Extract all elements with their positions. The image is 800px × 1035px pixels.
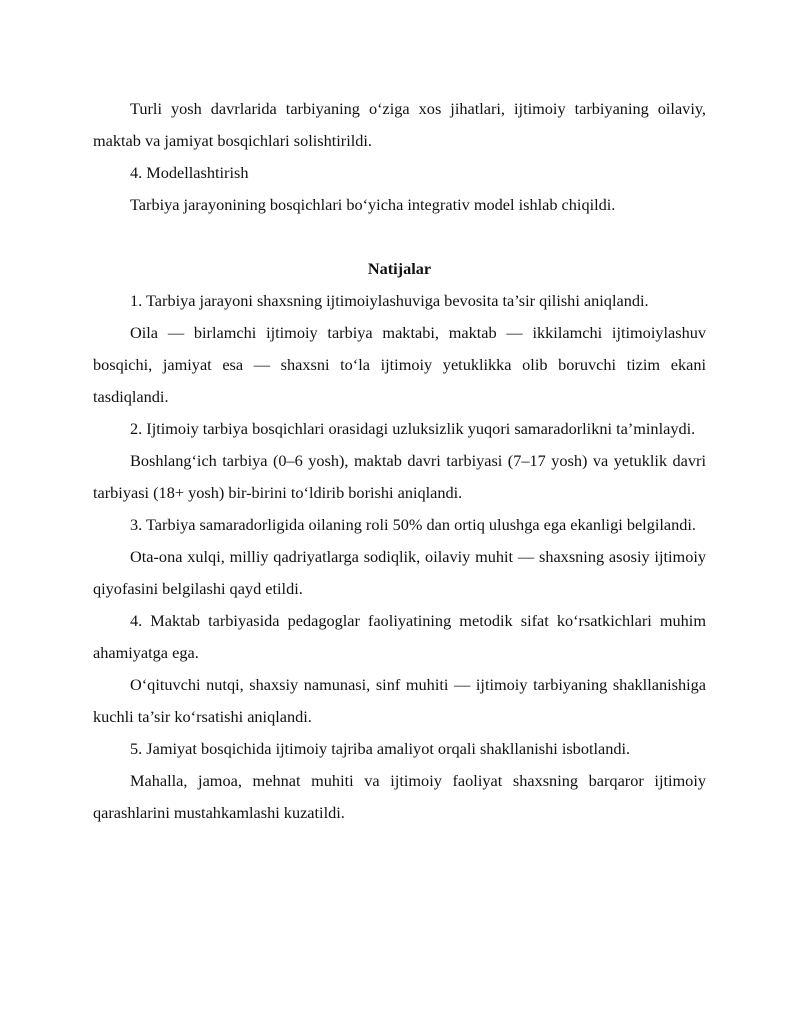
paragraph-integrative-model: Tarbiya jarayonining bosqichlari bo‘yicha integrativ model ishlab chiqildi. bbox=[130, 195, 616, 214]
paragraph-result-2-detail: Boshlang‘ich tarbiya (0–6 yosh), maktab davri tarbiyasi (7–17 yosh) va yetuklik davri tarbiyasi (18+ yosh) bir-birini to‘ldirib borishi aniqlandi. bbox=[93, 451, 706, 502]
paragraph-result-2: 2. Ijtimoiy tarbiya bosqichlari orasidagi uzluksizlik yuqori samaradorlikni ta’minlaydi. bbox=[130, 419, 696, 438]
section-heading-results: Natijalar bbox=[367, 259, 432, 278]
paragraph-age-comparison: Turli yosh davrlarida tarbiyaning o‘ziga xos jihatlari, ijtimoiy tarbiyaning oilaviy, maktab va jamiyat bosqichlari solishtirildi. bbox=[93, 99, 706, 150]
paragraph-result-1: 1. Tarbiya jarayoni shaxsning ijtimoiylashuviga bevosita ta’sir qilishi aniqlandi. bbox=[130, 291, 649, 310]
paragraph-result-3-detail: Ota-ona xulqi, milliy qadriyatlarga sodiqlik, oilaviy muhit — shaxsning asosiy ijtimoiy qiyofasini belgilashi qayd etildi. bbox=[93, 547, 706, 598]
paragraph-result-1-detail: Oila — birlamchi ijtimoiy tarbiya maktabi, maktab — ikkilamchi ijtimoiylashuv bosqichi, jamiyat esa — shaxsni to‘la ijtimoiy yetuklikka olib boruvchi tizim ekani tasdiqlandi. bbox=[93, 323, 706, 406]
paragraph-result-5-detail: Mahalla, jamoa, mehnat muhiti va ijtimoiy faoliyat shaxsning barqaror ijtimoiy qarashlarini mustahkamlashi kuzatildi. bbox=[93, 771, 706, 822]
paragraph-result-3: 3. Tarbiya samaradorligida oilaning roli 50% dan ortiq ulushga ega ekanligi belgilandi. bbox=[130, 515, 696, 534]
paragraph-modeling-title: 4. Modellashtirish bbox=[130, 163, 249, 182]
paragraph-result-5: 5. Jamiyat bosqichida ijtimoiy tajriba amaliyot orqali shakllanishi isbotlandi. bbox=[130, 739, 631, 758]
paragraph-result-4: 4. Maktab tarbiyasida pedagoglar faoliyatining metodik sifat ko‘rsatkichlari muhim ahamiyatga ega. bbox=[93, 611, 706, 662]
paragraph-result-4-detail: O‘qituvchi nutqi, shaxsiy namunasi, sinf muhiti — ijtimoiy tarbiyaning shakllanishiga kuchli ta’sir ko‘rsatishi aniqlandi. bbox=[93, 675, 706, 726]
document-page bbox=[93, 93, 706, 829]
